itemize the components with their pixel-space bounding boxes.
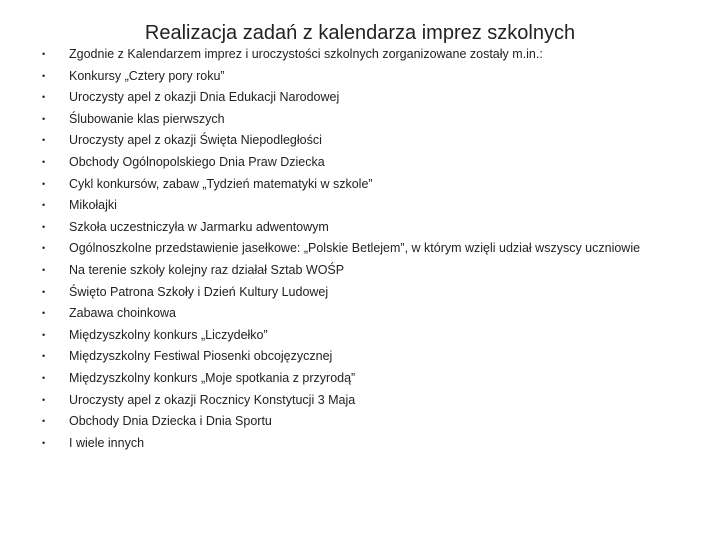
- bullet-dot-icon: •: [42, 308, 46, 319]
- bullet-dot-icon: •: [42, 437, 46, 448]
- bullet-item: [42, 434, 672, 452]
- bullet-dot-icon: •: [42, 416, 46, 427]
- bullet-text: Międzyszkolny Festiwal Piosenki obcojęzycznej: [69, 349, 333, 364]
- bullet-item: [42, 391, 672, 409]
- bullet-item: [42, 239, 672, 257]
- bullet-text: Międzyszkolny konkurs „Liczydełko”: [69, 327, 268, 342]
- slide-title: Realizacja zadań z kalendarza imprez szkolnych: [144, 22, 576, 44]
- bullet-dot-icon: •: [42, 264, 46, 275]
- bullet-text: I wiele innych: [69, 435, 145, 450]
- bullet-dot-icon: •: [42, 70, 46, 81]
- bullet-item: [42, 369, 672, 387]
- bullet-dot-icon: •: [42, 329, 46, 340]
- bullet-text: Szkoła uczestniczyła w Jarmarku adwentowym: [69, 219, 329, 234]
- bullet-text: Obchody Dnia Dziecka i Dnia Sportu: [69, 414, 272, 429]
- bullet-text: Obchody Ogólnopolskiego Dnia Praw Dziecka: [69, 154, 325, 169]
- bullet-dot-icon: •: [42, 135, 46, 146]
- bullet-item: [42, 67, 672, 85]
- bullet-dot-icon: •: [42, 351, 46, 362]
- bullet-item: [42, 261, 672, 279]
- bullet-text: Uroczysty apel z okazji Rocznicy Konstytucji 3 Maja: [69, 392, 356, 407]
- bullet-item: [42, 304, 672, 322]
- bullet-text: Na terenie szkoły kolejny raz działał Sztab WOŚP: [69, 262, 345, 277]
- bullet-text: Zgodnie z Kalendarzem imprez i uroczystości szkolnych zorganizowane zostały m.in.:: [69, 47, 543, 61]
- bullet-dot-icon: •: [42, 372, 46, 383]
- bullet-item: [42, 45, 672, 63]
- bullet-item: [42, 110, 672, 128]
- bullet-dot-icon: •: [42, 286, 46, 297]
- bullet-text: Międzyszkolny konkurs „Moje spotkania z przyrodą”: [69, 370, 356, 385]
- bullet-item: [42, 196, 672, 214]
- bullet-dot-icon: •: [42, 394, 46, 405]
- bullet-dot-icon: •: [42, 92, 46, 103]
- bullet-text: Cykl konkursów, zabaw „Tydzień matematyki w szkole”: [69, 176, 373, 191]
- bullet-dot-icon: •: [42, 49, 46, 59]
- bullet-dot-icon: •: [42, 178, 46, 189]
- bullet-text: Ogólnoszkolne przedstawienie jasełkowe: „Polskie Betlejem”, w którym wzięli udział wszyscy uczniowie: [69, 241, 641, 256]
- bullet-text: Ślubowanie klas pierwszych: [69, 111, 225, 126]
- bullet-text: Święto Patrona Szkoły i Dzień Kultury Ludowej: [69, 284, 329, 299]
- bullet-item: [42, 218, 672, 236]
- bullet-dot-icon: •: [42, 221, 46, 232]
- bullet-item: [42, 88, 672, 106]
- bullet-dot-icon: •: [42, 156, 46, 167]
- bullet-item: [42, 153, 672, 171]
- bullet-dot-icon: •: [42, 113, 46, 124]
- bullet-text: Uroczysty apel z okazji Dnia Edukacji Narodowej: [69, 90, 340, 105]
- bullet-item: [42, 175, 672, 193]
- bullet-text: Mikołajki: [69, 198, 117, 213]
- bullet-text: Konkursy „Cztery pory roku”: [69, 68, 225, 83]
- bullet-text: Zabawa choinkowa: [69, 306, 177, 321]
- bullet-item: [42, 326, 672, 344]
- bullet-item: [42, 283, 672, 301]
- bullet-text: Uroczysty apel z okazji Święta Niepodległości: [69, 133, 322, 148]
- bullet-dot-icon: •: [42, 243, 46, 254]
- bullet-item: [42, 412, 672, 430]
- bullet-list: [42, 45, 672, 455]
- bullet-item: [42, 347, 672, 365]
- bullet-item: [42, 131, 672, 149]
- bullet-dot-icon: •: [42, 200, 46, 211]
